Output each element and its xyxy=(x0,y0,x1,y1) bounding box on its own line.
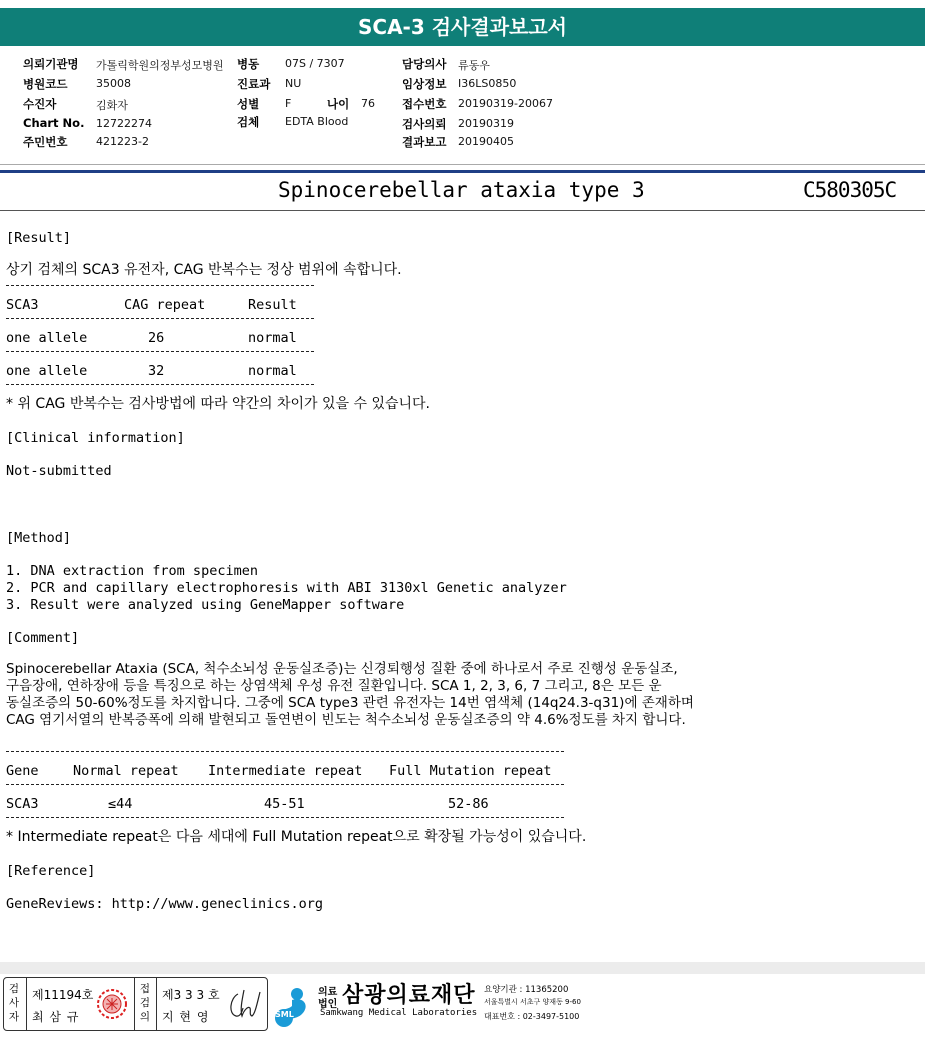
sex-value: F xyxy=(285,97,292,110)
org-code: 요양기관 : 11365200 xyxy=(484,985,569,995)
requesting-org-value: 가톨릭학원의정부성모병원 xyxy=(96,59,224,72)
specimen-value: EDTA Blood xyxy=(285,115,349,128)
comment-note: * Intermediate repeat은 다음 세대에 Full Mutation repeat으로 확장될 가능성이 있습니다. xyxy=(6,829,587,845)
table-rule xyxy=(6,318,314,319)
request-date-value: 20190319 xyxy=(458,117,514,130)
org-prefix: 법인 xyxy=(318,999,338,1010)
comment-heading: [Comment] xyxy=(6,630,80,646)
table-rule xyxy=(6,751,564,752)
divider-top xyxy=(0,164,925,165)
org-address: 서울특별시 서초구 양재동 9-60 xyxy=(484,998,581,1006)
clinical-info-label: 임상정보 xyxy=(402,77,447,91)
patient-info xyxy=(0,56,925,156)
report-title: SCA-3 검사결과보고서 xyxy=(0,8,925,46)
department-label: 진료과 xyxy=(237,77,271,91)
ref-normal-cell: ≤44 xyxy=(108,796,133,812)
table-rule xyxy=(6,817,564,818)
table-rule xyxy=(6,384,314,385)
divider-blue xyxy=(0,170,925,173)
cag-cell: 26 xyxy=(148,330,165,346)
clinical-heading: [Clinical information] xyxy=(6,430,185,446)
reference-text: GeneReviews: http://www.geneclinics.org xyxy=(6,896,323,912)
result-heading: [Result] xyxy=(6,230,72,246)
chart-no-value: 12722274 xyxy=(96,117,152,130)
request-date-label: 검사의뢰 xyxy=(402,117,447,131)
allele-cell: one allele xyxy=(6,363,88,379)
tester-label xyxy=(6,982,22,1024)
report-date-label: 결과보고 xyxy=(402,135,447,149)
table-rule xyxy=(6,285,314,286)
age-label: 나이 xyxy=(327,97,350,111)
ref-col-full: Full Mutation repeat xyxy=(389,763,552,779)
comment-line: 동실조증의 50-60%정도를 차지합니다. 그중에 SCA type3 관련 유전자는 14번 염색체 (14q24.3-q31)에 존재하며 xyxy=(6,695,694,711)
table-rule xyxy=(6,351,314,352)
method-item: 3. Result were analyzed using GeneMapper software xyxy=(6,597,405,613)
requesting-org-label: 의뢰기관명 xyxy=(23,57,79,71)
org-name-en: Samkwang Medical Laboratories xyxy=(320,1008,478,1018)
method-heading: [Method] xyxy=(6,530,72,546)
physician-license: 제3 3 3 호 xyxy=(162,988,220,1002)
chart-no-label: Chart No. xyxy=(23,116,85,130)
clinical-info-value: I36LS0850 xyxy=(458,77,517,90)
org-phone: 대표번호 : 02-3497-5100 xyxy=(484,1012,580,1021)
table-rule xyxy=(6,784,564,785)
tester-license: 제11194호 xyxy=(32,988,94,1002)
result-col-result: Result xyxy=(248,297,297,313)
signature-icon xyxy=(224,984,264,1024)
comment-line: Spinocerebellar Ataxia (SCA, 척수소뇌성 운동실조증)는 신경퇴행성 질환 중에 하나로서 주로 진행성 운동실조, xyxy=(6,661,678,677)
physician-label xyxy=(137,982,153,1024)
allele-cell: one allele xyxy=(6,330,88,346)
comment-line: CAG 염기서열의 반복증폭에 의해 발현되고 돌연변이 빈도는 척수소뇌성 운동실조증의 약 4.6%정도를 차지 합니다. xyxy=(6,712,686,728)
ref-col-normal: Normal repeat xyxy=(73,763,179,779)
clinical-text: Not-submitted xyxy=(6,463,112,479)
divider xyxy=(156,978,157,1030)
receipt-no-label: 접수번호 xyxy=(402,97,447,111)
method-item: 2. PCR and capillary electrophoresis with ABI 3130xl Genetic analyzer xyxy=(6,580,567,596)
divider xyxy=(26,978,27,1030)
org-name: 삼광의료재단 xyxy=(342,983,476,1008)
reference-heading: [Reference] xyxy=(6,863,96,879)
cag-cell: 32 xyxy=(148,363,165,379)
ward-label: 병동 xyxy=(237,57,260,71)
seal-stamp-icon xyxy=(96,988,128,1020)
test-code: C580305C xyxy=(803,178,897,202)
physician-name: 지 현 영 xyxy=(162,1010,210,1024)
org-prefix: 의료 xyxy=(318,987,338,998)
age-value: 76 xyxy=(361,97,375,110)
id-no-label: 주민번호 xyxy=(23,135,68,149)
hospital-code-value: 35008 xyxy=(96,77,131,90)
id-no-value: 421223-2 xyxy=(96,135,149,148)
test-name: Spinocerebellar ataxia type 3 xyxy=(278,178,645,202)
physician-label-text: 접검의 xyxy=(139,983,151,1023)
signature-box xyxy=(3,977,268,1031)
ref-col-gene: Gene xyxy=(6,763,39,779)
ref-intermediate-cell: 45-51 xyxy=(264,796,305,812)
logo-text: SML xyxy=(275,1010,294,1019)
ref-full-cell: 52-86 xyxy=(448,796,489,812)
doctor-value: 류동우 xyxy=(458,59,490,72)
ward-value: 07S / 7307 xyxy=(285,57,345,70)
sex-label: 성별 xyxy=(237,97,260,111)
result-cell: normal xyxy=(248,363,297,379)
ref-col-intermediate: Intermediate repeat xyxy=(208,763,363,779)
tester-label-text: 검사자 xyxy=(8,983,20,1023)
result-note: * 위 CAG 반복수는 검사방법에 따라 약간의 차이가 있을 수 있습니다. xyxy=(6,396,431,412)
footer-band xyxy=(0,962,925,974)
doctor-label: 담당의사 xyxy=(402,57,447,71)
result-summary: 상기 검체의 SCA3 유전자, CAG 반복수는 정상 범위에 속합니다. xyxy=(6,262,402,278)
method-item: 1. DNA extraction from specimen xyxy=(6,563,258,579)
department-value: NU xyxy=(285,77,302,90)
hospital-code-label: 병원코드 xyxy=(23,77,68,91)
result-col-cag: CAG repeat xyxy=(124,297,206,313)
divider-test xyxy=(0,210,925,211)
patient-label: 수진자 xyxy=(23,97,57,111)
sml-logo-icon xyxy=(270,982,314,1028)
specimen-label: 검체 xyxy=(237,115,260,129)
result-col-gene: SCA3 xyxy=(6,297,39,313)
report-date-value: 20190405 xyxy=(458,135,514,148)
result-cell: normal xyxy=(248,330,297,346)
comment-line: 구음장애, 연하장애 등을 특징으로 하는 상염색체 우성 유전 질환입니다. SCA 1, 2, 3, 6, 7 그리고, 8은 모든 운 xyxy=(6,678,662,694)
divider xyxy=(134,978,135,1030)
tester-name: 최 삼 규 xyxy=(32,1010,80,1024)
ref-gene-cell: SCA3 xyxy=(6,796,39,812)
receipt-no-value: 20190319-20067 xyxy=(458,97,553,110)
patient-value: 김화자 xyxy=(96,99,128,112)
